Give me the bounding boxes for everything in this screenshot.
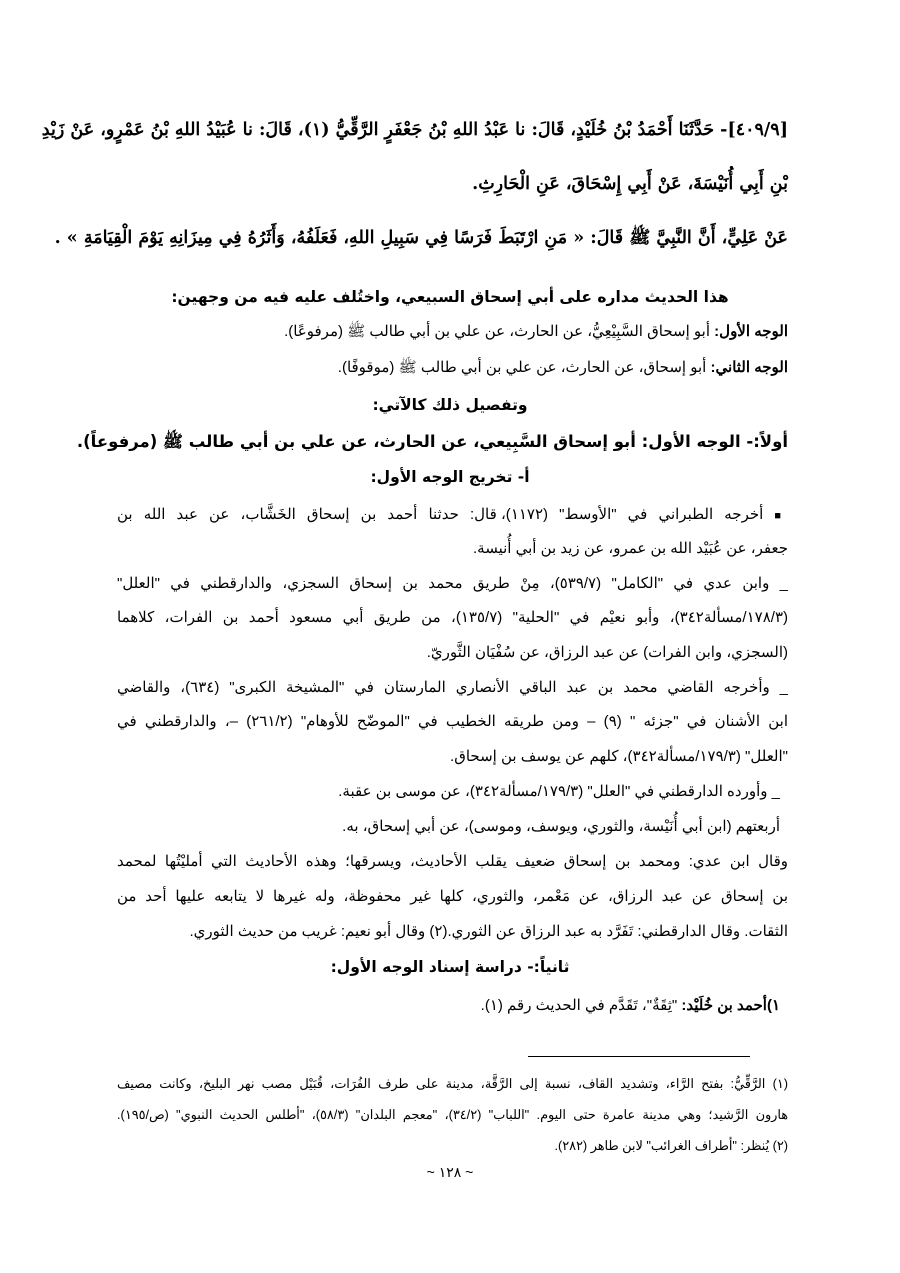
para-1-line-1-text: أخرجه الطبراني في "الأوسط" (١١٧٢)، قال: حدثنا أحمد بن إسحاق الخَشَّاب، عن عبد الله بن (117, 506, 775, 523)
para-3-line-2: ابن الأشنان في "جزئه " (٩) – ومن طريقه الخطيب في "الموضّح للأوهام" (٢٦١/٢) –، والدارقطني في (117, 713, 788, 730)
para-4: _ وأورده الدارقطني في "العلل" (١٧٩/٣/مسألة٣٤٢)، عن موسى بن عقبة. (338, 783, 780, 800)
para-6-line-3: الثقات. وقال الدارقطني: تَفَرَّد به عبد الرزاق عن الثوري.(٢) وقال أبو نعيم: غريب من حديث الثوري. (189, 923, 788, 940)
para-1-line-2: جعفر، عن عُبَيْد الله بن عمرو، عن زيد بن أبي أُنيسة. (472, 540, 788, 557)
intro-heading: هذا الحديث مداره على أبي إسحاق السبيعي، واختُلف عليه فيه من وجهين: (171, 288, 729, 306)
variant-1 (284, 322, 788, 344)
takhrij-heading: أ- تخريج الوجه الأول: (370, 468, 530, 486)
bullet-icon: ■ (774, 510, 788, 522)
variant-1-text: أبو إسحاق السَّبِيْعِيُّ، عن الحارث، عن علي بن أبي طالب ﷺ (مرفوعًا). (284, 323, 715, 340)
variant-2 (338, 358, 788, 380)
para-2-line-1: _ وابن عدي في "الكامل" (٥٣٩/٧)، مِنْ طريق محمد بن إسحاق السجزي، والدارقطني في "العلل" (117, 575, 788, 592)
para-7 (481, 996, 780, 1014)
footnote-1-line-2: هارون الرَّشيد؛ وهي مدينة عامرة حتى اليوم. "اللباب" (٣٤/٢)، "معجم البلدان" (٥٨/٣)، "أطلس الحديث النبوي" (ص/١٩٥). (117, 1107, 788, 1122)
para-6-line-2: بن إسحاق عن عبد الرزاق، عن مَعْمر، والثوري، كلها غير محفوظة، وله غيرها لا يتابعه عليها أحد من (117, 888, 788, 905)
para-1-line-1 (117, 505, 788, 523)
para-3-line-3: "العلل" (١٧٩/٣/مسألة٣٤٢)، كلهم عن يوسف بن إسحاق. (450, 748, 788, 765)
hadith-line-3: عَنْ عَلِيٍّ، أَنَّ النَّبِيَّ ﷺ قَالَ: « مَنِ ارْتَبَطَ فَرَسًا فِي سَبِيلِ اللهِ، فَعَلَفُهُ، وَأَثَرُهُ فِي مِيزَانِهِ يَوْمَ الْقِيَامَةِ » . (54, 228, 788, 248)
second-section-heading: ثانياً:- دراسة إسناد الوجه الأول: (330, 958, 570, 976)
detail-heading: وتفصيل ذلك كالآتي: (372, 396, 528, 414)
para-7-text: "ثِقَةٌ"، تَقَدَّم في الحديث رقم (١). (480, 997, 682, 1014)
first-section-heading (77, 432, 788, 456)
variant-1-label: الوجه الأول: (714, 323, 788, 340)
hadith-line-2: بْنِ أَبِي أُنَيْسَةَ، عَنْ أَبِي إِسْحَاقَ، عَنِ الْحَارِثِ. (472, 174, 788, 194)
footnote-1-line-1: (١) الرَّقِّيُّ: بفتح الرَّاء، وتشديد القاف، نسبة إلى الرَّقَّة، مدينة على طرف الفُرَات، قُبَيْل مصب نهر البليخ، وكانت مصيف (117, 1076, 788, 1091)
footnote-2: (٢) يُنظر: "أطراف الغرائب" لابن طاهر (٢٨٢). (554, 1138, 788, 1153)
para-3-line-1: _ وأخرجه القاضي محمد بن عبد الباقي الأنصاري المارستان في "المشيخة الكبرى" (٦٣٤)، والقاضي (117, 679, 789, 696)
para-2-line-3: (السجزي، وابن الفرات) عن عبد الرزاق، عن سُفْيَان الثَّوريّ. (426, 644, 788, 661)
para-6-line-1: وقال ابن عدي: ومحمد بن إسحاق ضعيف يقلب الأحاديث، ويسرقها؛ وهذه الأحاديث التي أمليْتُها لمحمد (117, 853, 788, 870)
footnote-separator (528, 1056, 750, 1057)
para-2-line-2: (١٧٨/٣/مسألة٣٤٢)، وأبو نعيْم في "الحلية" (١٣٥/٧)، من طريق أبي مسعود أحمد بن الفرات، كلاهما (117, 609, 789, 626)
hadith-line-1: [٤٠٩/٩]- حَدَّثَنَا أَحْمَدُ بْنُ خُلَيْدٍ، قَالَ: نا عَبْدُ اللهِ بْنُ جَعْفَرٍ الرَّقِّيُّ (١)، قَالَ: نا عُبَيْدُ اللهِ بْنُ عَمْرٍو، عَنْ زَيْدِ (41, 120, 788, 140)
first-section-text: أبو إسحاق السَّبِيعي، عن الحارث، عن علي بن أبي طالب ﷺ (مرفوعاً). (76, 432, 642, 451)
para-5: أربعتهم (ابن أبي أُنَيْسة، والثوري، ويوسف، وموسى)، عن أبي إسحاق، به. (342, 818, 780, 835)
variant-2-text: أبو إسحاق، عن الحارث، عن علي بن أبي طالب ﷺ (موقوفًا). (337, 359, 711, 376)
variant-2-label: الوجه الثاني: (710, 359, 788, 376)
page-number: ~ ١٢٨ ~ (426, 1164, 474, 1180)
first-section-label: أولاً:- الوجه الأول: (641, 432, 788, 451)
para-7-label: ١)أحمد بن خُلَيْد: (681, 997, 780, 1014)
